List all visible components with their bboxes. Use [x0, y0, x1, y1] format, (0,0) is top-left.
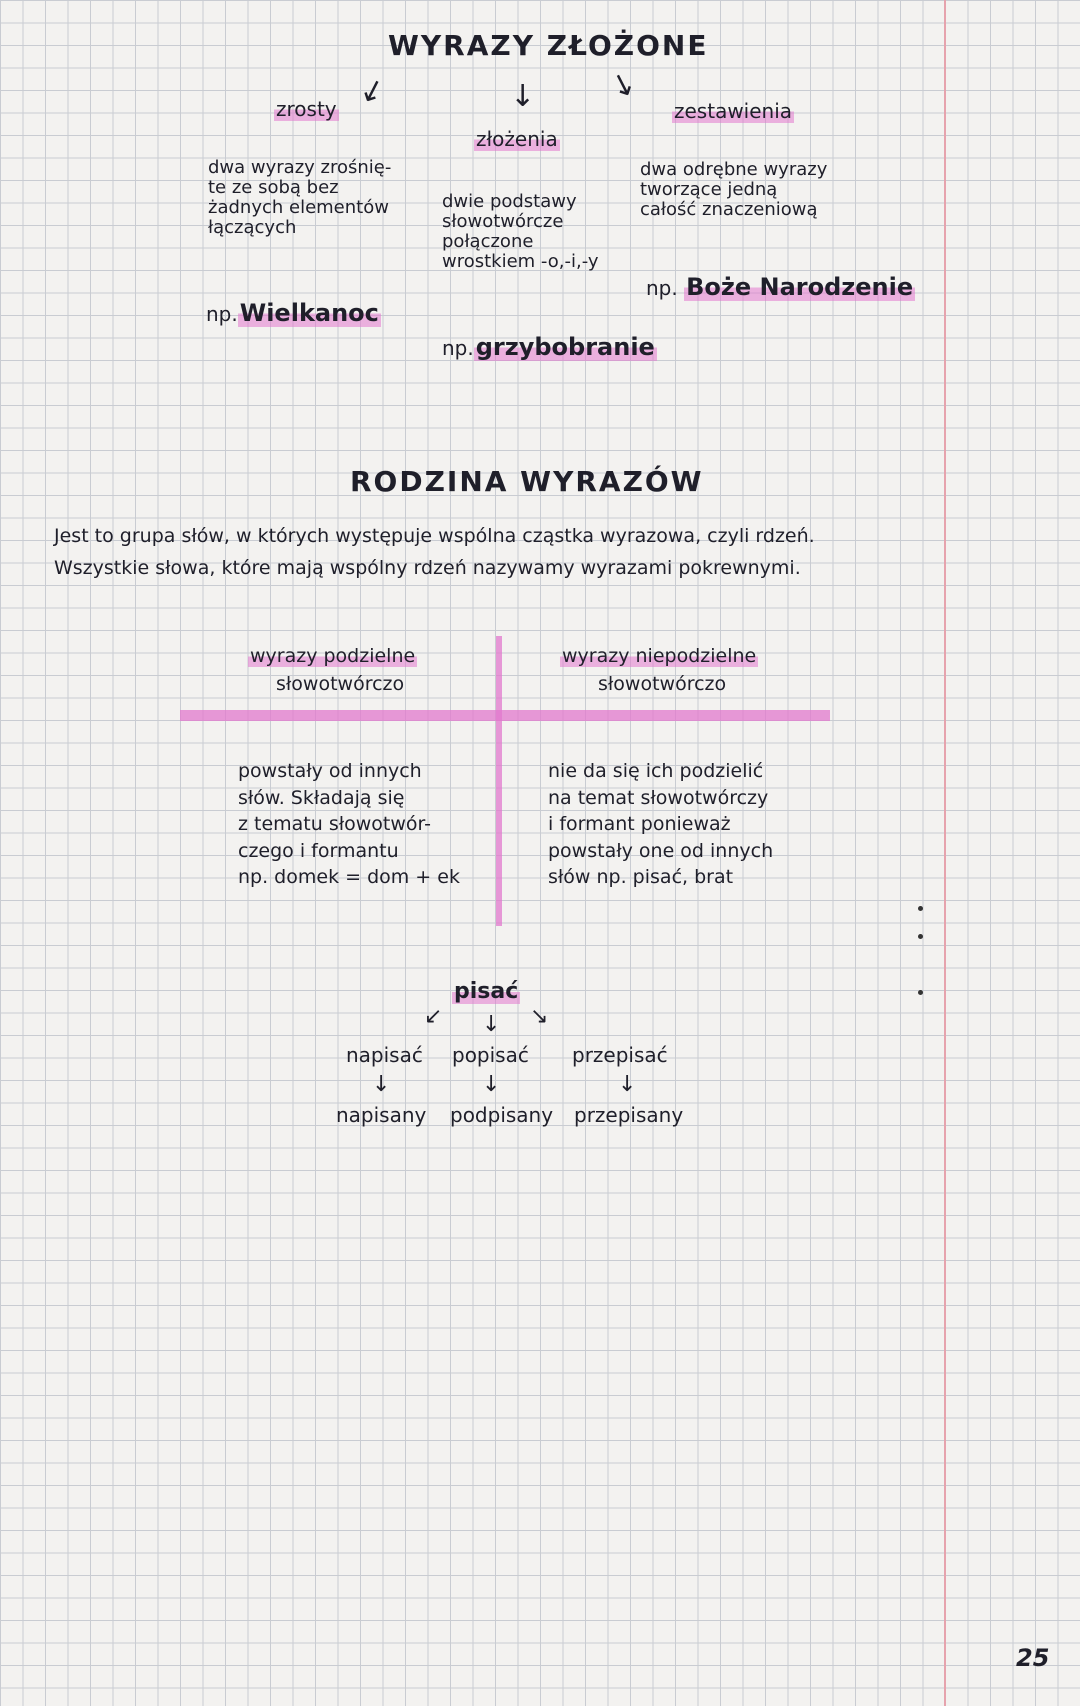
page-margin-line	[944, 0, 946, 1706]
example-zlozenia: np.grzybobranie	[442, 333, 655, 361]
word-tree-level1-item: popisać	[452, 1043, 529, 1067]
arrow-right-icon: ↘	[605, 63, 641, 106]
arrow-down-left-icon: ↙	[424, 1004, 443, 1029]
definition-zrosty: dwa wyrazy zrośnię- te ze sobą bez żadnych elementów łączących	[208, 157, 392, 239]
word-tree-level2-item: podpisany	[450, 1103, 554, 1127]
definition-zestawienia: dwa odrębne wyrazy tworzące jedną całość znaczeniową	[640, 159, 828, 221]
arrow-down-icon: ↓	[482, 1072, 501, 1097]
column-header-divisible: wyrazy podzielne	[250, 645, 416, 667]
branch-label-zrosty: zrosty	[276, 97, 337, 121]
word-tree-level2-item: przepisany	[574, 1103, 684, 1127]
table-horizontal-divider	[180, 710, 830, 721]
column-body-divisible: powstały od innych słów. Składają się z tematu słowotwór- czego i formantu np. domek = dom + ek	[238, 760, 460, 889]
arrow-down-icon: ↓	[482, 1012, 501, 1037]
bullet-dot	[918, 906, 923, 911]
example-zrosty: np.Wielkanoc	[206, 299, 379, 327]
table-vertical-divider	[496, 636, 502, 926]
bullet-dot	[918, 934, 923, 939]
definition-line-1: Jest to grupa słów, w których występuje wspólna cząstka wyrazowa, czyli rdzeń.	[54, 525, 815, 547]
definition-line-2: Wszystkie słowa, które mają wspólny rdzeń nazywamy wyrazami pokrewnymi.	[54, 557, 801, 579]
arrow-down-icon: ↓	[510, 79, 536, 114]
page-number: 25	[1016, 1644, 1050, 1672]
example-zestawienia: np. Boże Narodzenie	[646, 273, 914, 301]
branch-label-zestawienia: zestawienia	[674, 99, 793, 123]
column-body-indivisible: nie da się ich podzielić na temat słowotwórczy i formant ponieważ powstały one od innych słów np. pisać, brat	[548, 760, 774, 889]
branch-label-zlozenia: złożenia	[476, 127, 558, 151]
arrow-left-icon: ↙	[355, 69, 390, 112]
bullet-dot	[918, 990, 923, 995]
word-tree-level1-item: przepisać	[572, 1043, 668, 1067]
column-header-indivisible: wyrazy niepodzielne	[562, 645, 757, 667]
column-header-divisible-sub: słowotwórczo	[276, 673, 405, 695]
section-title-compound-words: WYRAZY ZŁOŻONE	[388, 29, 709, 62]
arrow-down-icon: ↓	[618, 1072, 637, 1097]
word-tree-root: pisać	[454, 979, 519, 1004]
word-tree-level1-item: napisać	[346, 1043, 423, 1067]
section-title-word-family: RODZINA WYRAZÓW	[350, 465, 704, 498]
arrow-down-right-icon: ↘	[530, 1004, 549, 1029]
definition-zlozenia: dwie podstawy słowotwórcze połączone wrostkiem -o,-i,-y	[442, 191, 599, 273]
word-tree-level2-item: napisany	[336, 1103, 427, 1127]
column-header-indivisible-sub: słowotwórczo	[598, 673, 727, 695]
arrow-down-icon: ↓	[372, 1072, 391, 1097]
